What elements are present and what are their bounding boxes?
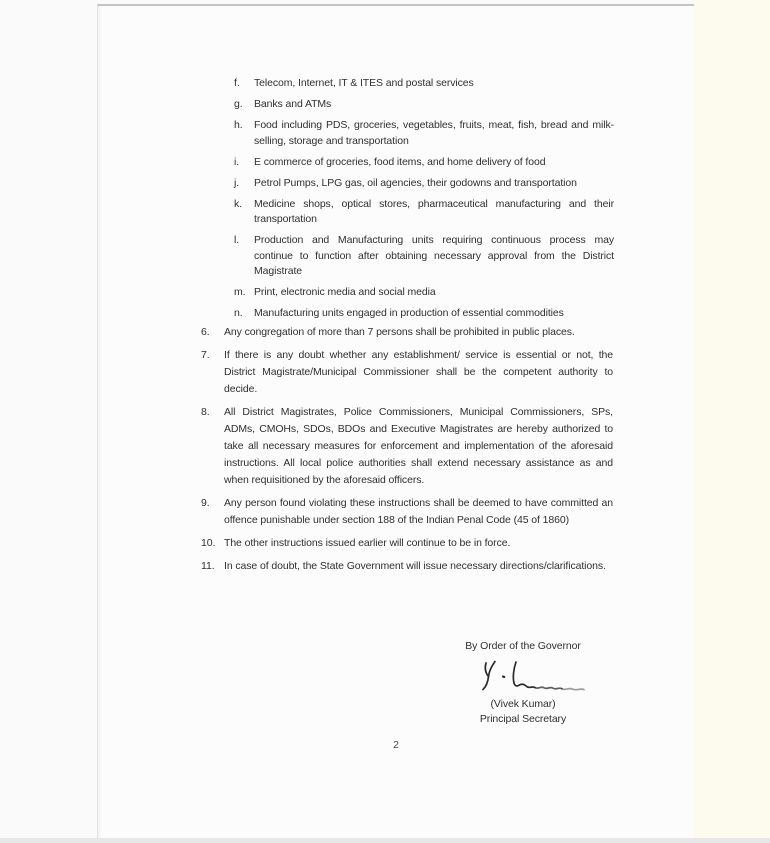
list-marker: 11. [201, 560, 215, 572]
list-item [234, 197, 614, 228]
list-marker: i. [234, 155, 240, 168]
list-item [201, 495, 613, 529]
signature-block [423, 639, 623, 728]
list-marker: 9. [201, 497, 210, 509]
numbered-list [201, 324, 613, 581]
lettered-list [234, 76, 614, 327]
list-marker: 10. [201, 537, 216, 549]
list-item [234, 285, 614, 301]
list-marker: 7. [201, 349, 210, 361]
list-text: Petrol Pumps, LPG gas, oil agencies, their godowns and transportation [254, 176, 577, 189]
list-marker: l. [234, 234, 240, 246]
list-item [234, 176, 614, 192]
list-text: Medicine shops, optical stores, pharmaceutical manufacturing and their transportation [254, 197, 614, 225]
list-marker: m. [234, 286, 246, 298]
scan-background-bottom-strip [0, 838, 770, 843]
list-text: Print, electronic media and social media [254, 286, 436, 298]
document-page [97, 4, 694, 840]
list-item [201, 558, 613, 575]
list-item [201, 347, 613, 398]
list-text: Banks and ATMs [254, 98, 332, 110]
list-marker: 8. [201, 406, 210, 418]
list-item [201, 324, 613, 341]
list-text: Food including PDS, groceries, vegetables, fruits, meat, fish, bread and milk- selling, storage and transportation [254, 119, 614, 147]
list-text: Manufacturing units engaged in production of essential commodities [254, 307, 564, 319]
signatory-title: Principal Secretary [479, 713, 567, 725]
list-marker: h. [234, 119, 243, 131]
list-text: In case of doubt, the State Government will issue necessary directions/clarifications. [224, 560, 606, 572]
list-item [234, 97, 614, 113]
list-text: Any congregation of more than 7 persons shall be prohibited in public places. [224, 326, 575, 338]
list-item [234, 76, 614, 92]
list-marker: g. [234, 98, 243, 110]
order-line: By Order of the Governor [465, 640, 581, 652]
page-number: 2 [393, 739, 399, 751]
list-item [234, 233, 614, 280]
signatory-name: (Vivek Kumar) [490, 697, 556, 710]
list-marker: k. [234, 197, 242, 210]
list-marker: n. [234, 307, 243, 319]
list-text: The other instructions issued earlier will continue to be in force. [224, 537, 511, 549]
list-text: Telecom, Internet, IT & ITES and postal services [254, 77, 474, 89]
list-text: E commerce of groceries, food items, and home delivery of food [254, 155, 546, 168]
handwritten-signature-icon [471, 659, 591, 695]
list-marker: j. [234, 176, 240, 189]
list-item [234, 155, 614, 171]
list-item [234, 306, 614, 322]
list-text: All District Magistrates, Police Commissioners, Municipal Commissioners, SPs, ADMs, CMOHs, SDOs, BDOs and Executive Magistrates are hereby authorized to take all necessary measures for enforcement and implementation of the aforesaid instructions. All local police authorities shall extend necessary assistance as and when requisitioned by the aforesaid officers. [224, 406, 613, 486]
list-text: Production and Manufacturing units requiring continuous process may continue to function after obtaining necessary approval from the District Magistrate [254, 234, 614, 277]
list-marker: f. [234, 77, 240, 89]
list-item [201, 535, 613, 552]
list-text: Any person found violating these instructions shall be deemed to have committed an offence punishable under section 188 of the Indian Penal Code (45 of 1860) [224, 497, 613, 526]
list-item [201, 404, 613, 489]
scan-background-right-strip [693, 0, 770, 843]
list-text: If there is any doubt whether any establishment/ service is essential or not, the District Magistrate/Municipal Commissioner shall be the competent authority to decide. [224, 349, 613, 395]
list-marker: 6. [201, 326, 210, 338]
list-item [234, 118, 614, 149]
